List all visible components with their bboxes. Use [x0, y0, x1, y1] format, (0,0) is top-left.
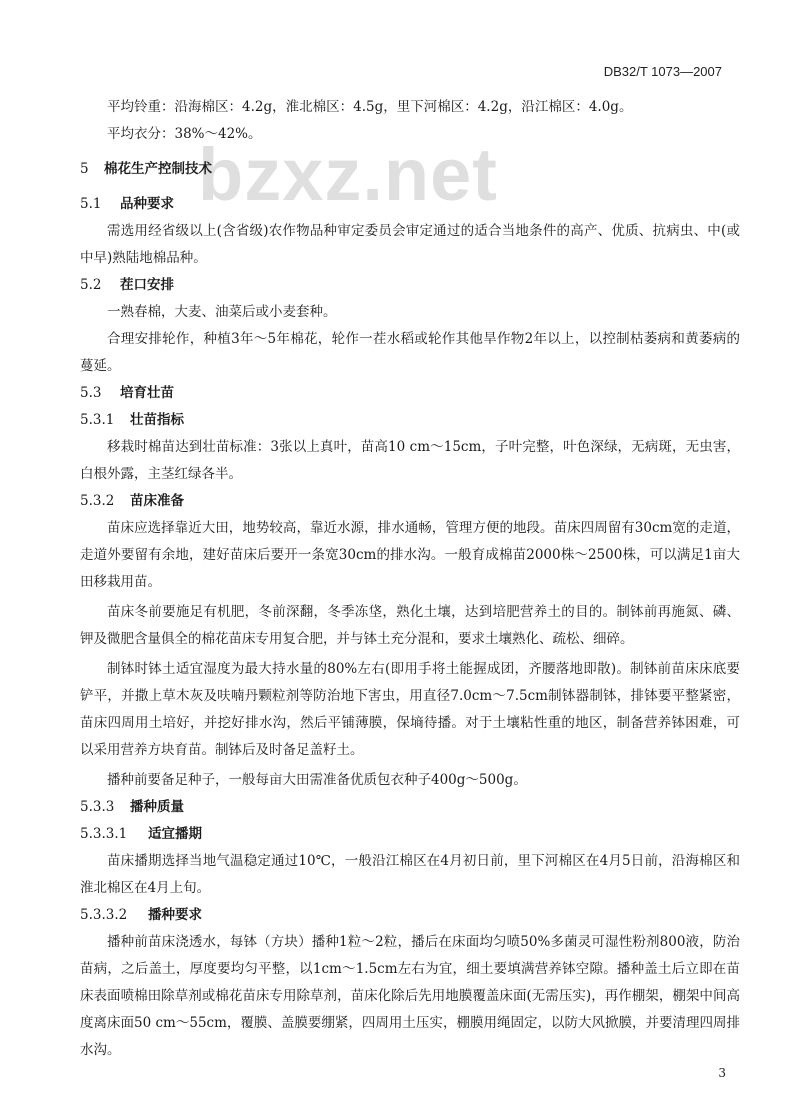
paragraph-cropping: 一熟春棉，大麦、油菜后或小麦套种。 — [107, 304, 337, 320]
section-number: 5.1 — [80, 196, 102, 212]
section-title: 棉花生产控制技术 — [104, 161, 212, 177]
section-heading-5-3-2 — [80, 488, 740, 515]
paragraph-sowing-requirements: 播种前苗床浇透水，每钵（方块）播种1粒～2粒，播后在床面均匀喷50%多菌灵可湿性粉剂800液，防治苗病，之后盖土，厚度要均匀平整，以1cm～1.5cm左右为宜，细土要填满营养钵空隙。播种盖土后立即在苗床表面喷棉田除草剂或棉花苗床专用除草剂，苗床化除后先用地膜覆盖床面(无需压实)，再作棚架，棚架中间高度离床面50 cm～55cm，覆膜、盖膜要绷紧，四周用土压实，棚膜用绳固定，以防大风掀膜，并要清理四周排水沟。 — [80, 934, 740, 1058]
section-title: 茬口安排 — [120, 277, 174, 293]
section-title: 品种要求 — [120, 196, 174, 212]
paragraph-sowing-date: 苗床播期选择当地气温稳定通过10℃，一般沿江棉区在4月初日前，里下河棉区在4月5日前，沿海棉区和淮北棉区在4月上旬。 — [80, 853, 740, 896]
section-heading-5-3-3 — [80, 794, 740, 821]
section-title: 播种质量 — [130, 799, 184, 815]
section-title: 苗床准备 — [130, 493, 184, 509]
section-number: 5.3 — [80, 385, 102, 401]
paragraph-seedling-standard: 移栽时棉苗达到壮苗标准：3张以上真叶，苗高10 cm～15cm，子叶完整，叶色深绿，无病斑，无虫害，白根外露，主茎红绿各半。 — [80, 439, 740, 482]
section-title: 培育壮苗 — [120, 385, 174, 401]
section-number: 5.3.3 — [80, 799, 115, 815]
page-number: 3 — [718, 1066, 726, 1080]
section-heading-5-1 — [80, 191, 740, 218]
section-number: 5.3.2 — [80, 493, 115, 509]
section-number: 5.2 — [80, 277, 102, 293]
section-number: 5.3.3.2 — [80, 907, 128, 923]
section-number: 5 — [80, 161, 89, 177]
standard-code: DB32/T 1073—2007 — [603, 64, 722, 79]
section-heading-5-3-1 — [80, 407, 740, 434]
watermark: bzxz.net — [198, 133, 498, 216]
paragraph-lint-percentage: 平均衣分：38%～42%。 — [107, 126, 262, 142]
section-number: 5.3.1 — [80, 412, 115, 428]
document-body — [80, 94, 740, 1064]
paragraph-pot-making: 制钵时钵土适宜湿度为最大持水量的80%左右(即用手将土能握成团，齐腰落地即散)。制钵前苗床床底要铲平，并撒上草木灰及呋喃丹颗粒剂等防治地下害虫，用直径7.0cm～7.5cm制钵器制钵，排钵要平整紧密，苗床四周用土培好，并挖好排水沟，然后平铺薄膜，保墒待播。对于土壤粘性重的地区，制备营养钵困难，可以采用营养方块育苗。制钵后及时备足盖籽土。 — [80, 661, 740, 758]
paragraph-seedbed-fertilizer: 苗床冬前要施足有机肥，冬前深翻，冬季冻垡，熟化土壤，达到培肥营养土的目的。制钵前再施氮、磷、钾及微肥含量俱全的棉花苗床专用复合肥，并与钵土充分混和，要求土壤熟化、疏松、细碎。 — [80, 604, 740, 647]
paragraph-boll-weight: 平均铃重：沿海棉区：4.2g，淮北棉区：4.5g，里下河棉区：4.2g，沿江棉区：4.0g。 — [107, 99, 633, 115]
section-heading-5-3 — [80, 380, 740, 407]
section-title: 壮苗指标 — [130, 412, 184, 428]
section-heading-5 — [80, 156, 740, 183]
section-heading-5-2 — [80, 272, 740, 299]
paragraph-variety: 需选用经省级以上(含省级)农作物品种审定委员会审定通过的适合当地条件的高产、优质、抗病虫、中(或中早)熟陆地棉品种。 — [80, 223, 740, 266]
section-heading-5-3-3-2 — [80, 902, 740, 929]
paragraph-seedbed-site: 苗床应选择靠近大田，地势较高，靠近水源，排水通畅，管理方便的地段。苗床四周留有30cm宽的走道，走道外要留有余地，建好苗床后要开一条宽30cm的排水沟。一般育成棉苗2000株～2500株，可以满足1亩大田移栽用苗。 — [80, 520, 740, 590]
section-title: 播种要求 — [148, 907, 202, 923]
paragraph-seed-prep: 播种前要备足种子，一般每亩大田需准备优质包衣种子400g～500g。 — [107, 772, 527, 788]
section-number: 5.3.3.1 — [80, 826, 128, 842]
paragraph-rotation: 合理安排轮作，种植3年～5年棉花，轮作一茬水稻或轮作其他旱作物2年以上，以控制枯萎病和黄萎病的蔓延。 — [80, 331, 740, 374]
section-heading-5-3-3-1 — [80, 821, 740, 848]
section-title: 适宜播期 — [148, 826, 202, 842]
